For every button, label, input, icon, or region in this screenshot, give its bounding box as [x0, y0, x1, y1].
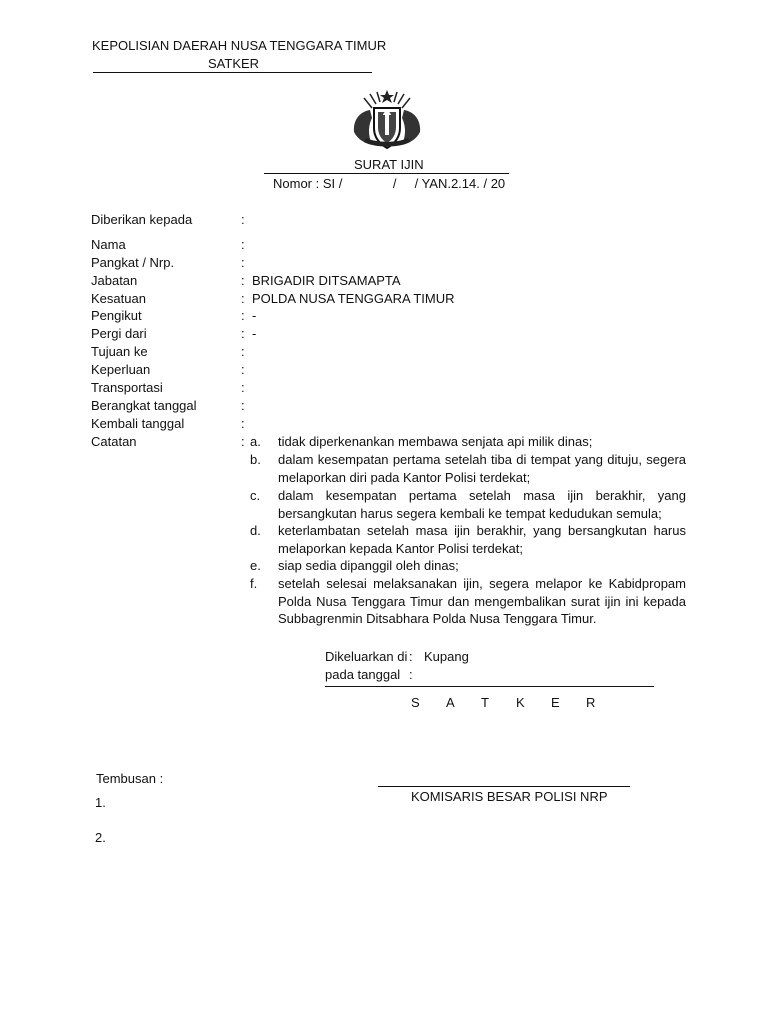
- field-value: BRIGADIR DITSAMAPTA: [252, 273, 401, 288]
- field-row: [91, 343, 711, 361]
- header-underline: [93, 72, 372, 73]
- cc-item: 2.: [95, 830, 106, 845]
- issued-date-label: pada tanggal: [325, 667, 401, 682]
- field-value: POLDA NUSA TENGGARA TIMUR: [252, 291, 455, 306]
- field-colon: :: [241, 273, 245, 288]
- field-row: [91, 307, 711, 325]
- field-colon: :: [241, 434, 245, 449]
- issued-place-colon: :: [409, 649, 413, 664]
- note-marker: b.: [250, 452, 261, 467]
- note-marker: a.: [250, 434, 261, 449]
- issued-place-label: Dikeluarkan di: [325, 649, 408, 664]
- field-label: Pergi dari: [91, 326, 147, 341]
- note-item: [250, 575, 686, 629]
- field-colon: :: [241, 237, 245, 252]
- field-label: Pangkat / Nrp.: [91, 255, 175, 270]
- field-label: Nama: [91, 237, 126, 252]
- unit-header: SATKER: [208, 56, 260, 71]
- cc-item: 1.: [95, 795, 106, 810]
- note-item: [250, 433, 686, 451]
- field-label: Kembali tanggal: [91, 416, 185, 431]
- field-colon: :: [241, 212, 245, 227]
- field-row: [91, 211, 711, 229]
- signature-line: [378, 786, 630, 787]
- title-rule: [264, 173, 509, 174]
- field-label: Pengikut: [91, 308, 142, 323]
- field-label: Kesatuan: [91, 291, 146, 306]
- field-row: [91, 236, 711, 254]
- field-row: [91, 397, 711, 415]
- field-label: Diberikan kepada: [91, 212, 193, 227]
- note-text: setelah selesai melaksanakan ijin, segera melapor ke Kabidpropam Polda Nusa Tenggara Timur dan mengembalikan surat ijin ini kepada Subbagrenmin Ditsabhara Polda Nusa Tenggara Timur.: [278, 576, 686, 626]
- cc-label: Tembusan :: [96, 771, 164, 786]
- satker-letter: S: [411, 695, 420, 710]
- note-text: tidak diperkenankan membawa senjata api milik dinas;: [278, 434, 593, 449]
- field-row: [91, 379, 711, 397]
- field-row: [91, 254, 711, 272]
- field-colon: :: [241, 380, 245, 395]
- field-row: [91, 290, 711, 308]
- field-label: Transportasi: [91, 380, 163, 395]
- field-colon: :: [241, 344, 245, 359]
- polri-emblem-icon: [350, 88, 424, 150]
- note-text: dalam kesempatan pertama setelah masa ijin berakhir, yang bersangkutan harus segera kembali ke tempat kedudukan semula;: [278, 488, 686, 521]
- note-text: siap sedia dipanggil oleh dinas;: [278, 558, 459, 573]
- document-number: Nomor : SI / / / YAN.2.14. / 20: [273, 176, 506, 191]
- field-colon: :: [241, 255, 245, 270]
- field-label: Tujuan ke: [91, 344, 148, 359]
- satker-signature-unit: [411, 694, 621, 711]
- note-marker: e.: [250, 558, 261, 573]
- satker-letter: A: [446, 695, 455, 710]
- field-colon: :: [241, 362, 245, 377]
- note-marker: f.: [250, 576, 258, 591]
- field-colon: :: [241, 308, 245, 323]
- field-row: [91, 415, 711, 433]
- note-item: [250, 522, 686, 558]
- issued-rule: [325, 686, 654, 687]
- note-text: dalam kesempatan pertama setelah tiba di tempat yang dituju, segera melaporkan diri pada Kantor Polisi terdekat;: [278, 452, 686, 485]
- field-value: -: [252, 326, 257, 341]
- org-header: KEPOLISIAN DAERAH NUSA TENGGARA TIMUR: [92, 38, 387, 53]
- field-row: [91, 361, 711, 379]
- note-marker: c.: [250, 488, 261, 503]
- satker-letter: K: [516, 695, 525, 710]
- satker-letter: T: [481, 695, 489, 710]
- note-item: [250, 557, 686, 575]
- note-item: [250, 487, 686, 523]
- issued-date-colon: :: [409, 667, 413, 682]
- field-row: [91, 272, 711, 290]
- field-label: Jabatan: [91, 273, 138, 288]
- satker-letter: E: [551, 695, 560, 710]
- note-marker: d.: [250, 523, 261, 538]
- issued-place-value: Kupang: [424, 649, 469, 664]
- note-item: [250, 451, 686, 487]
- field-colon: :: [241, 291, 245, 306]
- field-label: Keperluan: [91, 362, 151, 377]
- document-title: SURAT IJIN: [354, 157, 424, 172]
- satker-letter: R: [586, 695, 596, 710]
- field-label: Catatan: [91, 434, 137, 449]
- signature-title: KOMISARIS BESAR POLISI NRP: [411, 789, 608, 804]
- field-label: Berangkat tanggal: [91, 398, 197, 413]
- field-colon: :: [241, 398, 245, 413]
- field-value: -: [252, 308, 257, 323]
- note-text: keterlambatan setelah masa ijin berakhir, yang bersangkutan harus melaporkan kepada Kantor Polisi terdekat;: [278, 523, 686, 556]
- field-colon: :: [241, 416, 245, 431]
- field-row: [91, 325, 711, 343]
- field-colon: :: [241, 326, 245, 341]
